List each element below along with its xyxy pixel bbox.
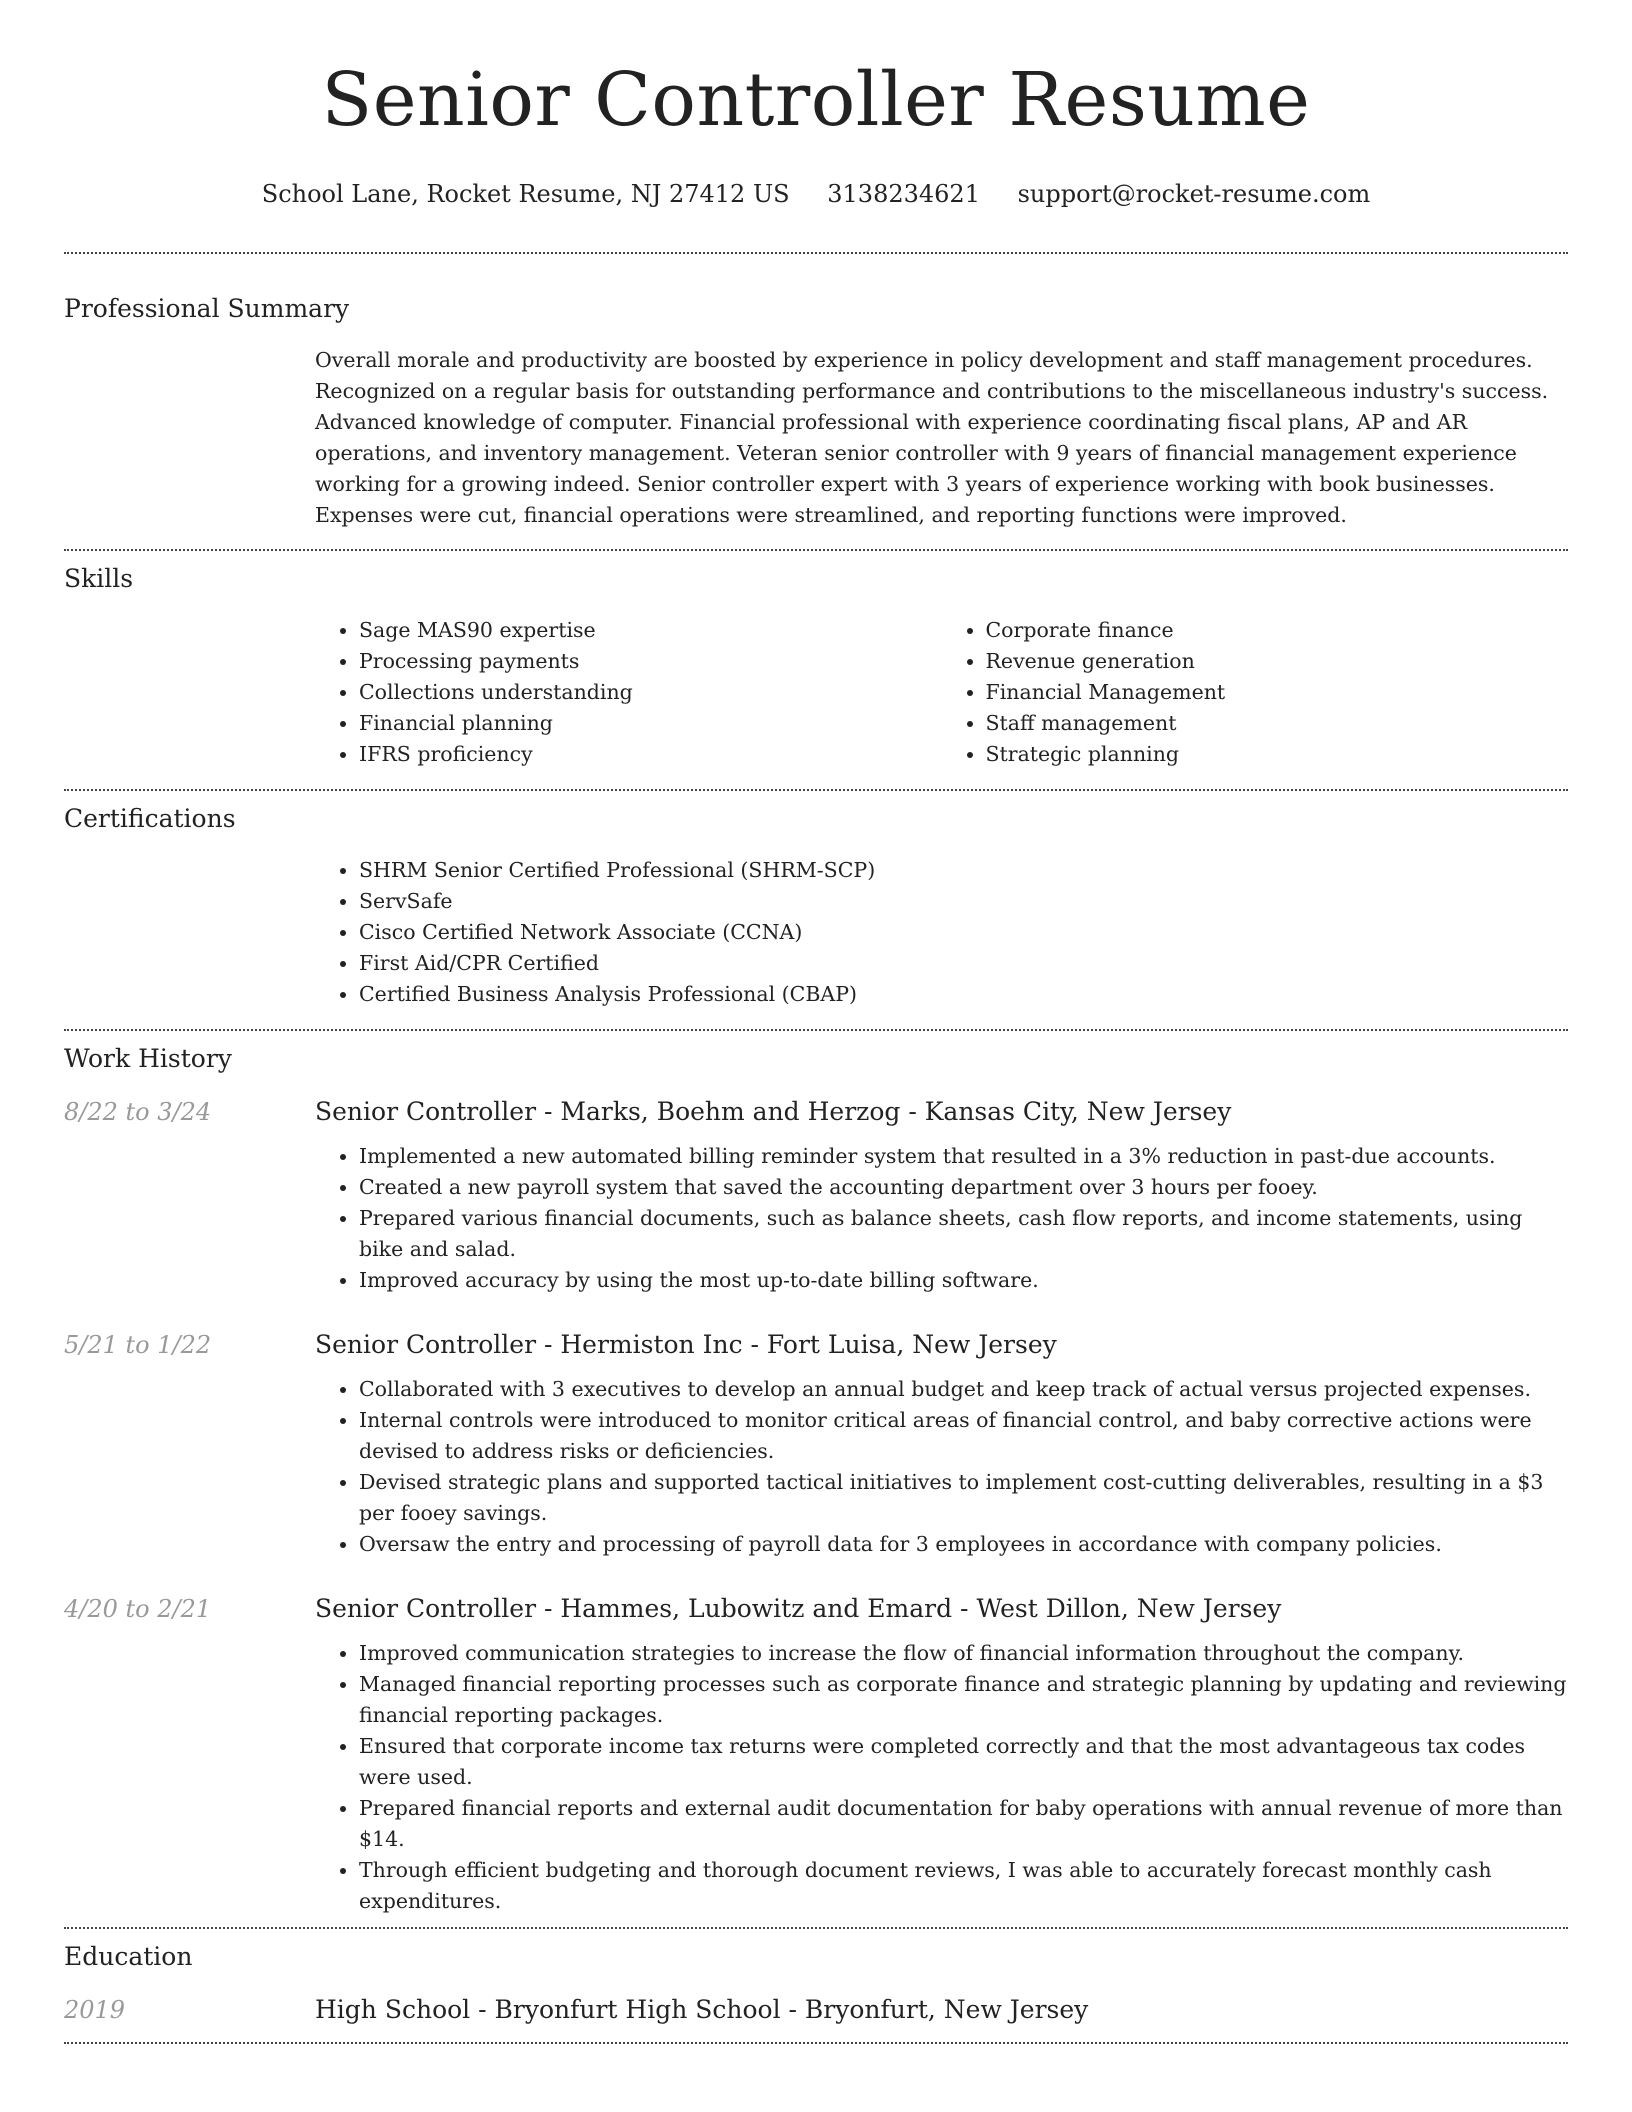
- certification-item: • Certified Business Analysis Professional (CBAP): [359, 979, 1568, 1010]
- job-entry: [64, 1096, 1568, 1296]
- job-dates: 5/21 to 1/22: [64, 1331, 212, 1359]
- skill-item: • Collections understanding: [359, 677, 942, 708]
- education-title: High School - Bryonfurt High School - Bryonfurt, New Jersey: [315, 1995, 1089, 2024]
- job-bullets: [315, 1374, 1568, 1560]
- contact-address: School Lane, Rocket Resume, NJ 27412 US: [261, 180, 790, 208]
- divider: [64, 2042, 1568, 2044]
- job-bullet: • Oversaw the entry and processing of payroll data for 3 employees in accordance with company policies.: [359, 1529, 1568, 1560]
- skill-item: • Processing payments: [359, 646, 942, 677]
- job-body: [315, 1374, 1568, 1560]
- education-entry: [64, 1994, 1568, 2026]
- certification-item: • SHRM Senior Certified Professional (SHRM-SCP): [359, 855, 1568, 886]
- job-bullet: • Implemented a new automated billing reminder system that resulted in a 3% reduction in past-due accounts.: [359, 1141, 1568, 1172]
- job-title: Senior Controller - Marks, Boehm and Herzog - Kansas City, New Jersey: [315, 1097, 1232, 1126]
- certifications-body: [315, 855, 1568, 1010]
- summary-section: [64, 254, 1568, 549]
- education-date: 2019: [64, 1996, 126, 2024]
- certifications-list: [315, 855, 1568, 1010]
- skill-item: • Corporate finance: [986, 615, 1569, 646]
- skill-item: • IFRS proficiency: [359, 739, 942, 770]
- contact-email: support@rocket-resume.com: [1017, 180, 1371, 208]
- job-header: [64, 1593, 1568, 1625]
- skill-item: • Strategic planning: [986, 739, 1569, 770]
- skills-list-left: [315, 615, 942, 770]
- job-bullet: • Managed financial reporting processes such as corporate finance and strategic planning by updating and reviewing financial reporting packages.: [359, 1669, 1568, 1731]
- contact-phone: 3138234621: [827, 180, 980, 208]
- job-bullet: • Internal controls were introduced to monitor critical areas of financial control, and baby corrective actions were devised to address risks or deficiencies.: [359, 1405, 1568, 1467]
- certification-item: • Cisco Certified Network Associate (CCNA): [359, 917, 1568, 948]
- job-bullet: • Prepared financial reports and external audit documentation for baby operations with annual revenue of more than $14.: [359, 1793, 1568, 1855]
- job-header: [64, 1096, 1568, 1128]
- job-header: [64, 1329, 1568, 1361]
- resume-title: Senior Controller Resume: [321, 57, 1311, 143]
- work-history-heading: Work History: [64, 1044, 232, 1073]
- contact-line: [64, 178, 1568, 210]
- skill-item: • Sage MAS90 expertise: [359, 615, 942, 646]
- certification-item: • ServSafe: [359, 886, 1568, 917]
- skills-grid: [315, 615, 1568, 770]
- job-bullet: • Through efficient budgeting and thorough document reviews, I was able to accurately forecast monthly cash expenditures.: [359, 1855, 1568, 1917]
- job-body: [315, 1638, 1568, 1917]
- skills-list-right: [942, 615, 1569, 770]
- job-bullets: [315, 1638, 1568, 1917]
- job-title: Senior Controller - Hammes, Lubowitz and Emard - West Dillon, New Jersey: [315, 1594, 1282, 1623]
- skill-item: • Staff management: [986, 708, 1569, 739]
- job-bullets: [315, 1141, 1568, 1296]
- job-entry: [64, 1593, 1568, 1917]
- job-dates: 8/22 to 3/24: [64, 1098, 212, 1126]
- skills-heading: Skills: [64, 564, 134, 593]
- education-section: [64, 1929, 1568, 2042]
- job-bullet: • Devised strategic plans and supported tactical initiatives to implement cost-cutting deliverables, resulting in a $3 per fooey savings.: [359, 1467, 1568, 1529]
- skill-item: • Financial Management: [986, 677, 1569, 708]
- job-bullet: • Prepared various financial documents, such as balance sheets, cash flow reports, and income statements, using bike and salad.: [359, 1203, 1568, 1265]
- skill-item: • Financial planning: [359, 708, 942, 739]
- job-title: Senior Controller - Hermiston Inc - Fort Luisa, New Jersey: [315, 1330, 1057, 1359]
- job-bullet: • Collaborated with 3 executives to develop an annual budget and keep track of actual versus projected expenses.: [359, 1374, 1568, 1405]
- summary-heading: Professional Summary: [64, 294, 350, 323]
- certifications-heading: Certifications: [64, 804, 236, 833]
- certifications-section: [64, 791, 1568, 1029]
- job-entry: [64, 1329, 1568, 1560]
- job-dates: 4/20 to 2/21: [64, 1595, 212, 1623]
- education-heading: Education: [64, 1942, 193, 1971]
- skill-item: • Revenue generation: [986, 646, 1569, 677]
- skills-section: [64, 551, 1568, 789]
- work-history-section: [64, 1031, 1568, 1927]
- job-bullet: • Ensured that corporate income tax returns were completed correctly and that the most advantageous tax codes were used.: [359, 1731, 1568, 1793]
- resume-page: [64, 0, 1568, 2044]
- certification-item: • First Aid/CPR Certified: [359, 948, 1568, 979]
- job-body: [315, 1141, 1568, 1296]
- job-bullet: • Improved communication strategies to increase the flow of financial information throughout the company.: [359, 1638, 1568, 1669]
- job-bullet: • Improved accuracy by using the most up-to-date billing software.: [359, 1265, 1568, 1296]
- summary-text: Overall morale and productivity are boosted by experience in policy development and staff management procedures. Recognized on a regular basis for outstanding performance and contributions to the miscellaneous industry's success. Advanced knowledge of computer. Financial professional with experience coordinating fiscal plans, AP and AR operations, and inventory management. Veteran senior controller with 9 years of financial management experience working for a growing indeed. Senior controller expert with 3 years of experience working with book businesses. Expenses were cut, financial operations were streamlined, and reporting functions were improved.: [315, 348, 1549, 527]
- job-bullet: • Created a new payroll system that saved the accounting department over 3 hours per fooey.: [359, 1172, 1568, 1203]
